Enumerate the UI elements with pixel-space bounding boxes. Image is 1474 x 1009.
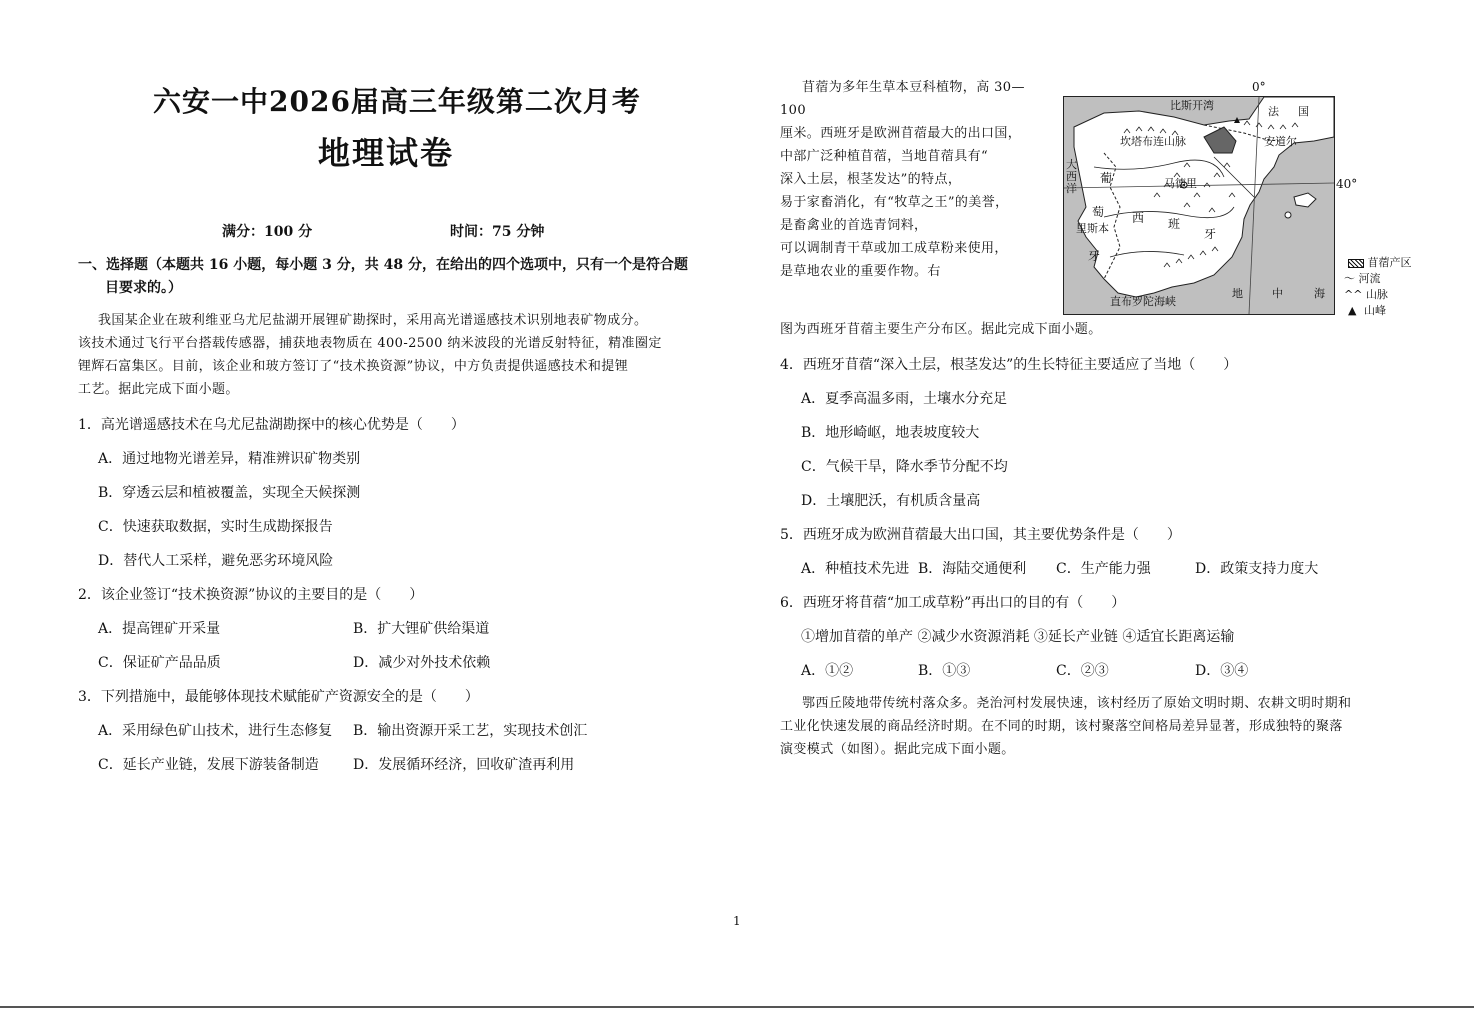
legend-peak-label: 山峰 — [1363, 304, 1386, 317]
passage-2 — [780, 76, 1050, 283]
legend-alfalfa-label: 苜蓿产区 — [1367, 256, 1412, 269]
legend-peak — [1348, 302, 1386, 318]
passage-2-line6: 易于家畜消化，有“牧草之王”的美誉， — [780, 195, 1009, 210]
question-1-stem: 1．高光谱遥感技术在乌尤尼盐湖勘探中的核心优势是（ ） — [78, 417, 465, 433]
school-title: 六安一中2026届高三年级第二次月考 — [153, 85, 641, 118]
legend-river — [1344, 270, 1381, 286]
peak-icon: ▲ — [1348, 304, 1357, 317]
passage-3-line2: 工业化快速发展的商品经济时期。在不同的时期，该村聚落空间格局差异显著，形成独特的聚落 — [780, 719, 1343, 734]
map-label-portugal-2: 萄 — [1092, 205, 1105, 219]
question-4-option-c[interactable]: C．气候干旱，降水季节分配不均 — [801, 459, 1008, 475]
spain-map — [1063, 96, 1335, 315]
map-label-france-1: 法 — [1268, 105, 1279, 118]
question-5-option-c[interactable]: C．生产能力强 — [1056, 561, 1151, 577]
legend-alfalfa — [1348, 254, 1412, 270]
question-1-option-b[interactable]: B．穿透云层和植被覆盖，实现全天候探测 — [98, 485, 361, 501]
question-3-option-b[interactable]: B．输出资源开采工艺，实现技术创汇 — [353, 723, 588, 739]
legend-mountain — [1344, 286, 1388, 302]
question-6-option-b[interactable]: B．①③ — [918, 663, 971, 679]
question-5-option-a[interactable]: A．种植技术先进 — [801, 561, 910, 577]
passage-2-line10: 图为西班牙苜蓿主要生产分布区。据此完成下面小题。 — [780, 322, 1102, 337]
question-2-option-d[interactable]: D．减少对外技术依赖 — [353, 655, 491, 671]
question-1-option-a[interactable]: A．通过地物光谱差异，精准辨识矿物类别 — [98, 451, 361, 467]
map-label-france-2: 国 — [1298, 105, 1309, 118]
passage-2-line4: 中部广泛种植苜蓿，当地苜蓿具有“ — [780, 149, 989, 164]
passage-2-line9: 是草地农业的重要作物。右 — [780, 264, 941, 279]
map-label-andorra: 安道尔 — [1264, 135, 1297, 148]
question-6-statements: ①增加苜蓿的单产 ②减少水资源消耗 ③延长产业链 ④适宜长距离运输 — [801, 629, 1235, 645]
passage-1-line3: 锂辉石富集区。目前，该企业和玻方签订了“技术换资源”协议，中方负责提供遥感技术和提锂 — [78, 359, 629, 374]
river-icon: 〜 — [1344, 272, 1355, 285]
passage-1 — [78, 309, 708, 401]
section-heading — [78, 254, 708, 300]
mountain-icon: ^^ — [1344, 288, 1363, 301]
map-lon-label: 0° — [1252, 80, 1266, 94]
question-5-option-b[interactable]: B．海陆交通便利 — [918, 561, 1027, 577]
legend-river-label: 河流 — [1358, 272, 1381, 285]
question-5-stem: 5．西班牙成为欧洲苜蓿最大出口国，其主要优势条件是（ ） — [780, 527, 1181, 543]
map-lat-label: 40° — [1336, 177, 1358, 191]
map-label-lisbon: 里斯本 — [1076, 222, 1109, 235]
question-2-option-b[interactable]: B．扩大锂矿供给渠道 — [353, 621, 490, 637]
legend-mountain-label: 山脉 — [1365, 288, 1388, 301]
section-heading-line2: 目要求的。） — [105, 280, 182, 296]
question-6-option-a[interactable]: A．①② — [801, 663, 854, 679]
question-3-stem: 3．下列措施中，最能够体现技术赋能矿产资源安全的是（ ） — [78, 689, 479, 705]
page-bottom-border — [0, 1006, 1474, 1008]
passage-3 — [780, 692, 1420, 761]
passage-2-line2: 100 — [780, 103, 807, 118]
map-label-spain-1: 西 — [1132, 211, 1145, 225]
map-label-atlantic: 大西洋 — [1066, 158, 1077, 195]
question-5-option-d[interactable]: D．政策支持力度大 — [1195, 561, 1319, 577]
question-3-option-d[interactable]: D．发展循环经济，回收矿渣再利用 — [353, 757, 575, 773]
question-3-option-c[interactable]: C．延长产业链，发展下游装备制造 — [98, 757, 319, 773]
map-label-med-3: 海 — [1314, 287, 1325, 300]
question-1-option-d[interactable]: D．替代人工采样，避免恶劣环境风险 — [98, 553, 334, 569]
question-1-option-c[interactable]: C．快速获取数据，实时生成勘探报告 — [98, 519, 333, 535]
question-3-option-a[interactable]: A．采用绿色矿山技术，进行生态修复 — [98, 723, 333, 739]
question-2-stem: 2．该企业签订“技术换资源”协议的主要目的是（ ） — [78, 587, 424, 603]
time-info: 时间：75 分钟 — [450, 224, 545, 240]
map-label-spain-2: 班 — [1168, 217, 1181, 231]
question-4-option-a[interactable]: A．夏季高温多雨，土壤水分充足 — [801, 391, 1008, 407]
passage-3-line1: 鄂西丘陵地带传统村落众多。尧治河村发展快速，该村经历了原始文明时期、农耕文明时期和 — [802, 696, 1352, 711]
section-heading-line1: 一、选择题（本题共 16 小题，每小题 3 分，共 48 分，在给出的四个选项中，只有一个是符合题 — [78, 257, 688, 273]
question-2-option-a[interactable]: A．提高锂矿开采量 — [98, 621, 221, 637]
passage-1-line4: 工艺。据此完成下面小题。 — [78, 382, 239, 397]
passage-2-line1: 苜蓿为多年生草本豆科植物，高 30— — [802, 80, 1025, 95]
map-label-med-1: 地 — [1232, 287, 1243, 300]
passage-2-line7: 是畜禽业的首选青饲料， — [780, 218, 928, 233]
question-6-stem: 6．西班牙将苜蓿“加工成草粉”再出口的目的有（ ） — [780, 595, 1126, 611]
question-2-option-c[interactable]: C．保证矿产品品质 — [98, 655, 221, 671]
hatch-icon — [1348, 259, 1364, 268]
map-label-bay-of-biscay: 比斯开湾 — [1170, 99, 1214, 112]
question-4-option-b[interactable]: B．地形崎岖，地表坡度较大 — [801, 425, 980, 441]
passage-1-line1: 我国某企业在玻利维亚乌尤尼盐湖开展锂矿勘探时，采用高光谱遥感技术识别地表矿物成分。 — [98, 313, 648, 328]
question-4-option-d[interactable]: D．土壤肥沃，有机质含量高 — [801, 493, 981, 509]
map-label-madrid: 马德里 — [1164, 177, 1197, 190]
map-label-cantabrian-mountains: 坎塔布连山脉 — [1120, 135, 1186, 148]
passage-2-line8: 可以调制青干草或加工成草粉来使用， — [780, 241, 1008, 256]
map-label-spain-3: 牙 — [1204, 227, 1217, 241]
passage-1-line2: 该技术通过飞行平台搭载传感器，捕获地表物质在 400-2500 纳米波段的光谱反射特征，精准圈定 — [78, 336, 662, 351]
map-label-med-2: 中 — [1272, 287, 1283, 300]
map-label-gibraltar: 直布罗陀海峡 — [1110, 295, 1176, 308]
question-6-option-c[interactable]: C．②③ — [1056, 663, 1109, 679]
question-4-stem: 4．西班牙苜蓿“深入土层，根茎发达”的生长特征主要适应了当地（ ） — [780, 357, 1238, 373]
passage-2-line3: 厘米。西班牙是欧洲苜蓿最大的出口国， — [780, 126, 1022, 141]
subject-title: 地理试卷 — [318, 134, 455, 172]
map-label-portugal-3: 牙 — [1088, 249, 1101, 263]
passage-2-line5: 深入土层，根茎发达”的特点， — [780, 172, 962, 187]
question-6-option-d[interactable]: D．③④ — [1195, 663, 1249, 679]
page-number: 1 — [733, 914, 741, 928]
score-info: 满分：100 分 — [222, 224, 313, 240]
map-label-portugal-1: 葡 — [1100, 171, 1113, 185]
passage-3-line3: 演变模式（如图）。据此完成下面小题。 — [780, 742, 1015, 757]
spain-map-graphic — [1064, 97, 1334, 314]
